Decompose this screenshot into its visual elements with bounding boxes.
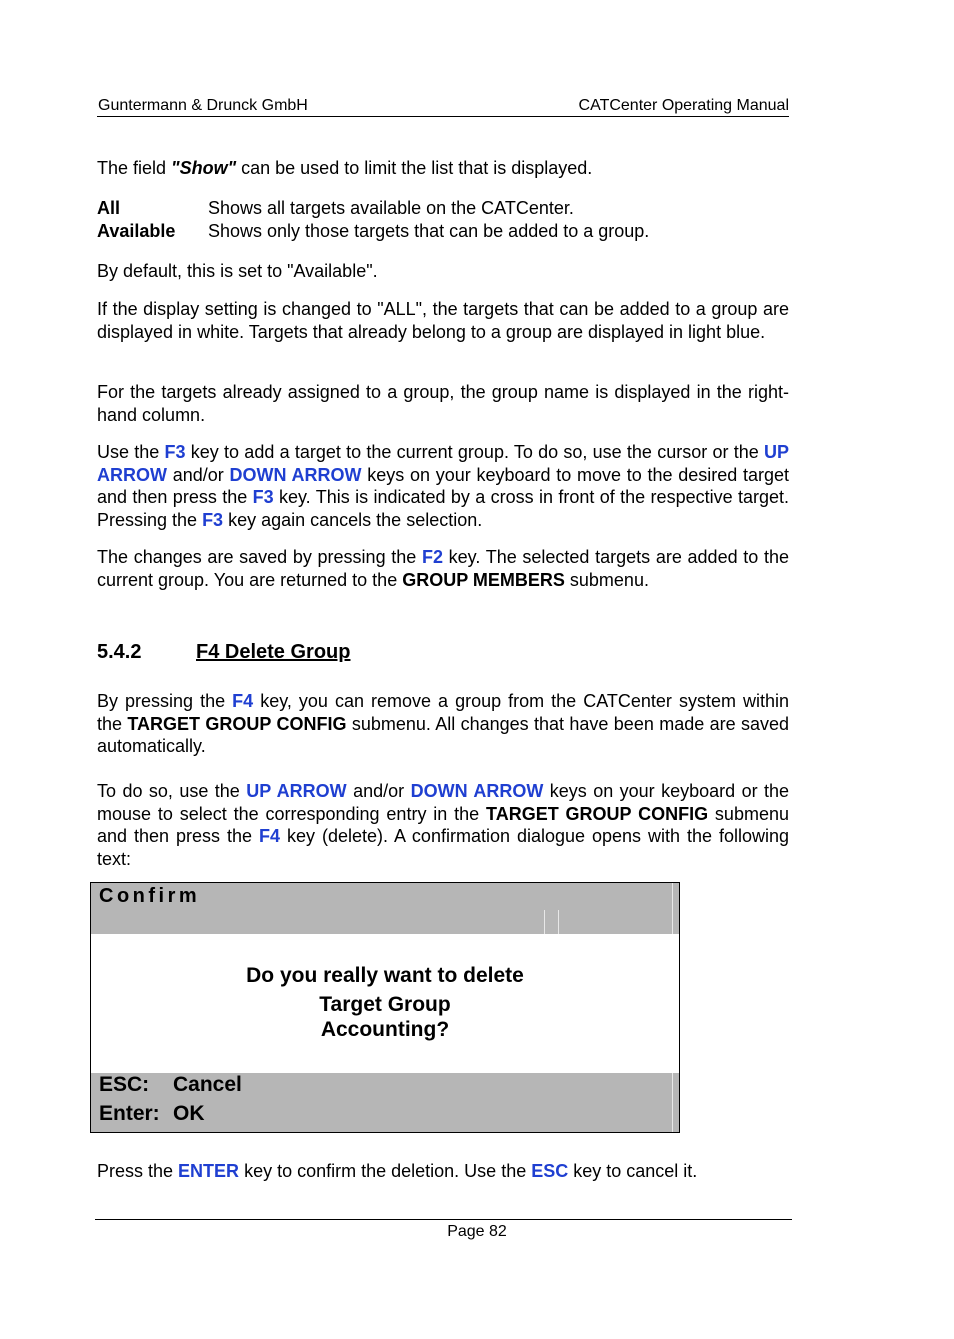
key-f3: F3: [252, 487, 274, 508]
option-all: All Shows all targets available on the CATCenter.: [97, 198, 574, 218]
dialog-message: [91, 934, 679, 1073]
key-f3: F3: [164, 442, 186, 462]
dialog-target-type: Target Group: [319, 993, 451, 1016]
menu-target-group-config: TARGET GROUP CONFIG: [127, 713, 347, 734]
esc-key-label: ESC:: [99, 1073, 150, 1096]
dialog-group-name: Accounting?: [320, 1018, 450, 1041]
menu-group-members: GROUP MEMBERS: [402, 569, 565, 590]
key-up-arrow: UP ARROW: [246, 781, 347, 801]
confirm-dialog: [90, 882, 680, 1133]
dialog-title: Confirm: [99, 885, 201, 907]
section-title: F4 Delete Group: [196, 641, 351, 663]
page-header: [97, 96, 789, 117]
section-heading: [97, 641, 350, 664]
show-options-list: [97, 197, 789, 243]
cancel-label: Cancel: [173, 1073, 242, 1096]
dialog-footer: [91, 1073, 679, 1132]
closing-paragraph: Press the ENTER key to confirm the deletion. Use the ESC key to cancel it.: [97, 1161, 698, 1181]
intro-paragraph: The field "Show" can be used to limit the list that is displayed.: [97, 158, 593, 178]
key-down-arrow: DOWN ARROW: [229, 464, 362, 485]
key-esc: ESC: [531, 1161, 569, 1181]
dialog-cancel-option[interactable]: [99, 1073, 242, 1097]
page-number: Page 82: [447, 1223, 507, 1240]
footer-divider: [95, 1219, 792, 1220]
header-company: Guntermann & Drunck GmbH: [98, 97, 308, 114]
key-enter: ENTER: [178, 1161, 240, 1181]
key-up-arrow: UP ARROW: [97, 442, 789, 485]
display-paragraph: If the display setting is changed to "ALL", the targets that can be added to a group are displayed in white. Targets that already belong to a group are displayed in light blue.: [97, 299, 789, 342]
key-f2: F2: [421, 547, 443, 567]
select-paragraph: To do so, use the UP ARROW and/or DOWN ARROW keys on your keyboard or the mouse to select the corresponding entry in the TARGET GROUP CONFIG submenu and then press the F4 key (delete). A confirmation dialogue opens with the following text:: [97, 781, 790, 869]
dialog-question: Do you really want to delete: [246, 964, 524, 987]
dialog-ok-option[interactable]: [99, 1102, 205, 1126]
f2-paragraph: The changes are saved by pressing the F2 key. The selected targets are added to the current group. You are returned to the GROUP MEMBERS submenu.: [97, 547, 789, 590]
assigned-paragraph: For the targets already assigned to a group, the group name is displayed in the right-hand column.: [97, 382, 789, 425]
menu-target-group-config: TARGET GROUP CONFIG: [486, 803, 709, 824]
key-down-arrow: DOWN ARROW: [410, 781, 544, 801]
enter-key-label: Enter:: [99, 1102, 160, 1125]
dialog-title-bar: [91, 883, 679, 934]
ok-label: OK: [173, 1102, 205, 1125]
key-f4: F4: [232, 691, 254, 711]
key-f4: F4: [258, 826, 280, 847]
key-f3: F3: [202, 509, 224, 530]
f3-paragraph: Use the F3 key to add a target to the current group. To do so, use the cursor or the UP ARROW and/or DOWN ARROW keys on your keyboard to move to the desired target and then press the F3 key. This is indicated by a cross in front of the respective target. Pressing the F3 key again cancels the selection.: [97, 442, 790, 530]
option-available: Available Shows only those targets that can be added to a group.: [97, 221, 650, 241]
show-field-name: "Show": [171, 158, 237, 178]
default-paragraph: By default, this is set to "Available".: [97, 261, 378, 281]
section-number: 5.4.2: [97, 641, 142, 663]
f4-paragraph: By pressing the F4 key, you can remove a group from the CATCenter system within the TARGET GROUP CONFIG submenu. All changes that have been made are saved automatically.: [97, 691, 789, 757]
header-manual-title: CATCenter Operating Manual: [578, 97, 789, 114]
